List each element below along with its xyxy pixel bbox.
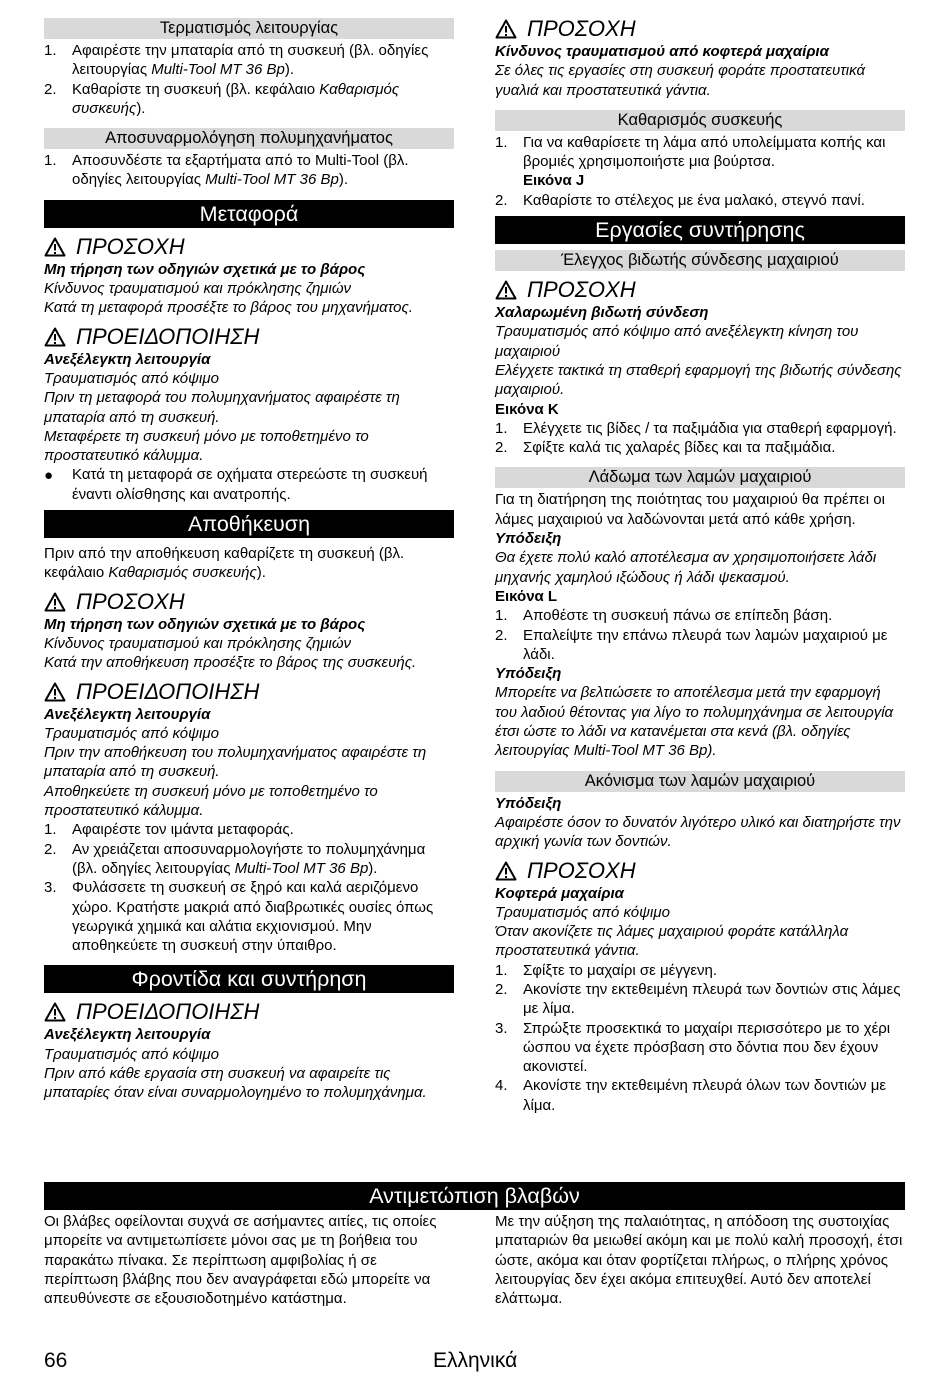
warning-text: Αποθηκεύετε τη συσκευή μόνο με τοποθετημένο το προστατευτικό κάλυμμα. xyxy=(44,782,378,820)
page-number: 66 xyxy=(44,1349,68,1372)
caution-heading: ΠΡΟΣΟΧΗ xyxy=(495,16,905,42)
warning-triangle-icon xyxy=(44,1002,66,1022)
troubleshooting-text-right: Με την αύξηση της παλαιότητας, η απόδοση της συστοιχίας μπαταριών θα μειωθεί ακόμη και με πολύ καλή προσοχή, έτσι ώστε, ακόμα και όταν φορτίζεται πλήρως, ο πλήρης χρόνος λειτουργίας δεν έχει ακόμα επιτευχθεί. Αυτό δεν αποτελεί ελάττωμα. xyxy=(495,1213,903,1308)
bullet-item: ● Κατά τη μεταφορά σε οχήματα στερεώστε τη συσκευή έναντι ολίσθησης και ανατροπής. xyxy=(44,466,428,503)
chapter-heading-troubleshooting: Αντιμετώπιση βλαβών xyxy=(44,1182,905,1210)
right-column xyxy=(495,16,905,1115)
note-text: Θα έχετε πολύ καλό αποτέλεσμα αν χρησιμοποιήσετε λάδι μηχανής χαμηλού ιξώδους ή λάδι ψεκασμού. xyxy=(495,549,877,586)
chapter-heading-transport: Μεταφορά xyxy=(44,200,454,228)
warning-text: Μεταφέρετε τη συσκευή μόνο με τοποθετημένο το προστατευτικό κάλυμμα. xyxy=(44,427,369,465)
list-item: 3. Φυλάσσετε τη συσκευή σε ξηρό και καλά αεριζόμενο χώρο. Κρατήστε μακριά από διαβρωτικές ουσίες όπως γεωργικά χημικά και αλάτια εκχιονισμού. Μην αποθηκεύετε τη συσκευή στην ύπαιθρο. xyxy=(44,879,434,955)
paragraph: Για τη διατήρηση της ποιότητας του μαχαιριού θα πρέπει οι λάμες μαχαιριού να λαδώνονται μετά από κάθε χρήση. xyxy=(495,491,885,528)
warning-subtitle: Χαλαρωμένη βιδωτή σύνδεση xyxy=(495,304,709,322)
list-item: 1. Ελέγχετε τις βίδες / τα παξιμάδια για σταθερή εφαρμογή. xyxy=(495,419,897,437)
warning-text: Τραυματισμός από κόψιμο xyxy=(44,1045,219,1063)
numbered-list xyxy=(44,151,454,190)
list-item: 2. Ακονίστε την εκτεθειμένη πλευρά των δοντιών στις λάμες με λίμα. xyxy=(495,980,901,1018)
list-item: 2. Επαλείψτε την επάνω πλευρά των λαμών μαχαιριού με λάδι. xyxy=(495,626,888,663)
numbered-list xyxy=(495,961,905,1115)
warning-text: Σε όλες τις εργασίες στη συσκευή φοράτε προστατευτικά γυαλιά και προστατευτικά γάντια. xyxy=(495,62,866,99)
list-item: 2. Αν χρειάζεται αποσυναρμολογήστε το πολυμηχάνημα (βλ. οδηγίες λειτουργίας Multi-Tool MT 36 Bp). xyxy=(44,840,426,877)
numbered-list xyxy=(495,606,905,664)
warning-text: Κατά την αποθήκευση προσέξτε το βάρος της συσκευής. xyxy=(44,654,417,672)
caution-heading: ΠΡΟΣΟΧΗ xyxy=(44,589,454,615)
list-item: 3. Σπρώξτε προσεκτικά το μαχαίρι περισσότερο με το χέρι ώσπου να έχετε πρόσβαση στο δόντια που δεν έχουν ακονιστεί. xyxy=(495,1019,891,1076)
numbered-list xyxy=(44,820,454,955)
warning-text: Τραυματισμός από κόψιμο xyxy=(495,903,670,921)
figure-reference: Εικόνα L xyxy=(495,587,558,605)
caution-heading: ΠΡΟΣΟΧΗ xyxy=(44,234,454,260)
list-item: 2. Σφίξτε καλά τις χαλαρές βίδες και τα παξιμάδια. xyxy=(495,439,836,457)
warning-subtitle: Κοφτερά μαχαίρια xyxy=(495,884,624,902)
warning-text: Πριν την αποθήκευση του πολυμηχανήματος αφαιρέστε τη μπαταρία από τη συσκευή. xyxy=(44,744,427,781)
list-item: 1. Σφίξτε το μαχαίρι σε μέγγενη. xyxy=(495,961,718,979)
list-item: 1. Αποθέστε τη συσκευή πάνω σε επίπεδη βάση. xyxy=(495,607,833,625)
troubleshooting-text-left: Οι βλάβες οφείλονται συχνά σε ασήμαντες αιτίες, τις οποίες μπορείτε να αντιμετωπίσετε μόνοι σας με τη βοήθεια του παρακάτω πίνακα. Σε περίπτωση αμφιβολίας ή σε περίπτωση βλάβης που δεν αναγράφεται εδώ μπορείτε να απευθύνεστε σε εξουσιοδοτημένο κατάστημα. xyxy=(44,1213,437,1308)
warning-triangle-icon xyxy=(44,237,66,257)
bullet-icon: ● xyxy=(44,467,54,485)
warning-heading: ΠΡΟΕΙΔΟΠΟΙΗΣΗ xyxy=(44,999,454,1025)
warning-text: Κίνδυνος τραυματισμού και πρόκλησης ζημιών xyxy=(44,634,352,652)
left-column xyxy=(44,18,454,1103)
section-heading: Έλεγχος βιδωτής σύνδεσης μαχαιριού xyxy=(495,250,905,271)
warning-text: Όταν ακονίζετε τις λάμες μαχαιριού φοράτε κατάλληλα προστατευτικά γάντια. xyxy=(495,923,849,960)
section-heading: Τερματισμός λειτουργίας xyxy=(44,18,454,39)
warning-subtitle: Κίνδυνος τραυματισμού από κοφτερά μαχαίρια xyxy=(495,43,829,60)
warning-heading: ΠΡΟΕΙΔΟΠΟΙΗΣΗ xyxy=(44,324,454,350)
note-heading: Υπόδειξη xyxy=(495,665,562,683)
caution-heading: ΠΡΟΣΟΧΗ xyxy=(495,858,905,884)
caution-heading: ΠΡΟΣΟΧΗ xyxy=(495,277,905,303)
warning-heading: ΠΡΟΕΙΔΟΠΟΙΗΣΗ xyxy=(44,679,454,705)
paragraph: Πριν από την αποθήκευση καθαρίζετε τη συσκευή (βλ. κεφάλαιο Καθαρισμός συσκευής). xyxy=(44,545,405,582)
note-heading: Υπόδειξη xyxy=(495,530,562,548)
warning-triangle-icon xyxy=(495,19,517,39)
list-item: 2. Καθαρίστε τη συσκευή (βλ. κεφάλαιο Καθαρισμός συσκευής). xyxy=(44,80,400,117)
warning-text: Πριν από κάθε εργασία στη συσκευή να αφαιρείτε τις μπαταρίες όταν είναι συναρμολογημένο το πολυμηχάνημα. xyxy=(44,1064,427,1102)
numbered-list xyxy=(44,41,454,118)
footer-language: Ελληνικά xyxy=(433,1349,518,1372)
warning-text: Τραυματισμός από κόψιμο xyxy=(44,724,219,742)
warning-subtitle: Ανεξέλεγκτη λειτουργία xyxy=(44,350,211,368)
warning-text: Κίνδυνος τραυματισμού και πρόκλησης ζημιών xyxy=(44,280,352,298)
note-text: Αφαιρέστε όσον το δυνατόν λιγότερο υλικό και διατηρήστε την αρχική γωνία των δοντιών. xyxy=(495,813,901,851)
warning-subtitle: Μη τήρηση των οδηγιών σχετικά με το βάρος xyxy=(44,615,366,633)
figure-reference: Εικόνα J xyxy=(523,172,585,190)
warning-text: Ελέγχετε τακτικά τη σταθερή εφαρμογή της βιδωτής σύνδεσης μαχαιριού. xyxy=(495,361,902,399)
chapter-heading-care: Φροντίδα και συντήρηση xyxy=(44,965,454,993)
warning-text: Κατά τη μεταφορά προσέξτε το βάρος του μηχανήματος. xyxy=(44,299,413,317)
warning-triangle-icon xyxy=(44,327,66,347)
list-item: 1. Αφαιρέστε τον ιμάντα μεταφοράς. xyxy=(44,821,294,839)
warning-subtitle: Ανεξέλεγκτη λειτουργία xyxy=(44,1026,211,1044)
list-item: 1. Για να καθαρίσετε τη λάμα από υπολείμματα κοπής και βρομιές χρησιμοποιήστε μια βούρτσα. Εικόνα J xyxy=(495,133,886,190)
section-heading: Καθαρισμός συσκευής xyxy=(495,110,905,131)
list-item: 1. Αποσυνδέστε τα εξαρτήματα από το Multi-Tool (βλ. οδηγίες λειτουργίας Multi-Tool MT 36 Bp). xyxy=(44,152,409,189)
warning-text: Τραυματισμός από κόψιμο από ανεξέλεγκτη κίνηση του μαχαιριού xyxy=(495,323,859,360)
warning-triangle-icon xyxy=(495,280,517,300)
numbered-list xyxy=(495,419,905,458)
warning-subtitle: Μη τήρηση των οδηγιών σχετικά με το βάρος xyxy=(44,260,366,278)
warning-text: Τραυματισμός από κόψιμο xyxy=(44,369,219,387)
list-item: 2. Καθαρίστε το στέλεχος με ένα μαλακό, στεγνό πανί. xyxy=(495,191,865,209)
chapter-heading-storage: Αποθήκευση xyxy=(44,510,454,538)
section-heading: Λάδωμα των λαμών μαχαιριού xyxy=(495,467,905,488)
section-heading: Αποσυναρμολόγηση πολυμηχανήματος xyxy=(44,128,454,149)
list-item: 4. Ακονίστε την εκτεθειμένη πλευρά όλων των δοντιών με λίμα. xyxy=(495,1077,887,1114)
list-item: 1. Αφαιρέστε την μπαταρία από τη συσκευή (βλ. οδηγίες λειτουργίας Multi-Tool MT 36 Bp). xyxy=(44,42,429,79)
warning-subtitle: Ανεξέλεγκτη λειτουργία xyxy=(44,705,211,723)
section-heading: Ακόνισμα των λαμών μαχαιριού xyxy=(495,771,905,792)
figure-reference: Εικόνα K xyxy=(495,400,559,418)
warning-text: Πριν τη μεταφορά του πολυμηχανήματος αφαιρέστε τη μπαταρία από τη συσκευή. xyxy=(44,389,400,426)
chapter-heading-maintenance: Εργασίες συντήρησης xyxy=(495,216,905,244)
warning-triangle-icon xyxy=(495,861,517,881)
numbered-list xyxy=(495,133,905,210)
note-heading: Υπόδειξη xyxy=(495,794,562,812)
warning-triangle-icon xyxy=(44,592,66,612)
note-text: Μπορείτε να βελτιώσετε το αποτέλεσμα μετά την εφαρμογή του λαδιού θέτοντας για λίγο το πολυμηχάνημα σε λειτουργία έτσι ώστε το λάδι να κατανέμεται στα κενά (βλ. οδηγίες λειτουργίας Multi-Tool MT 36 Bp). xyxy=(495,684,894,760)
warning-triangle-icon xyxy=(44,682,66,702)
